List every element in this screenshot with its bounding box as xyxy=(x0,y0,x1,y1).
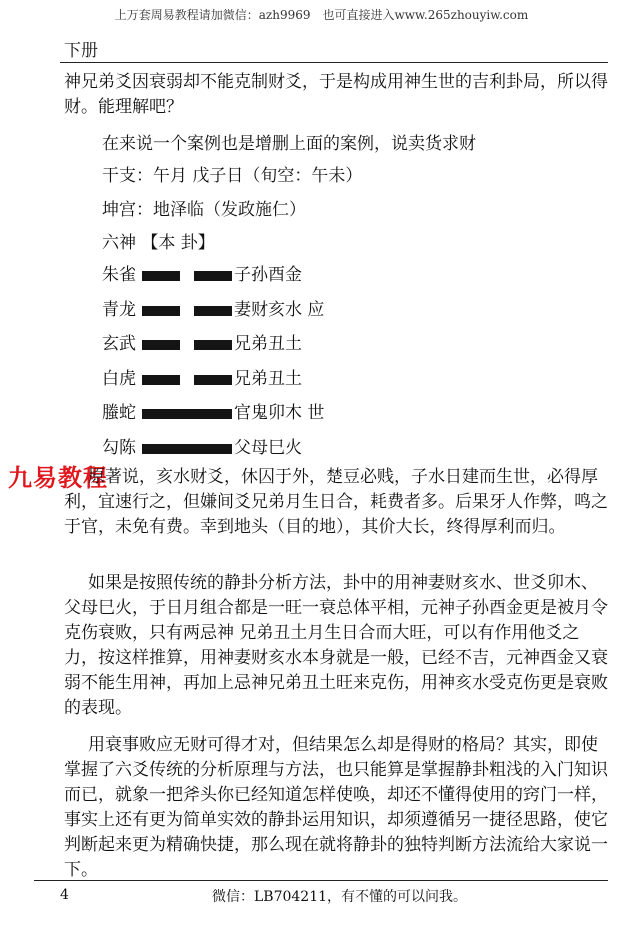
yin-line-bar-left xyxy=(142,375,180,385)
paragraph-conclusion: 用衰事败应无财可得才对，但结果怎么却是得财的格局？其实，即使掌握了六爻传统的分析原理与方法，也只能算是掌握静卦粗浅的入门知识而已，就象一把斧头你已经知道怎样使唤，却还不懂得使用的窍门一样，事实上还有更为简单实效的静卦运用知识，却须遵循另一捷径思路，使它判断起来更为精确快捷，那么现在就将静卦的独特判断方法流给大家说一下。 xyxy=(64,735,608,880)
six-spirit-label: 勾陈 xyxy=(102,438,136,458)
paragraph-original-commentary: 原著说，亥水财爻，休囚于外，楚豆必贱，子水日建而生世，必得厚利，宜速行之，但嫌间爻兄弟月生日合，耗费者多。后果牙人作弊，鸣之于官，未免有费。幸到地头（目的地），其价大长，终得厚利而归。 xyxy=(64,467,608,537)
yang-line-bar xyxy=(142,409,232,419)
yin-line-bar-left xyxy=(142,340,180,350)
footer-note: 微信：LB704211，有不懂的可以问我。 xyxy=(212,889,468,905)
paragraph-traditional-analysis: 如果是按照传统的静卦分析方法，卦中的用神妻财亥水、世爻卯木、父母巳火，于日月组合都是一旺一衰总体平相，元神子孙酉金更是被月令克伤衰败，只有两忌神 兄弟丑土月生日合而大旺，可以有作用他爻之力，按这样推算，用神妻财亥水本身就是一般，已经不吉，元神酉金又衰弱不能生用神，再加上忌神兄弟丑土旺来克伤，用神亥水受克伤更是衰败的表现。 xyxy=(64,573,608,718)
footer-divider xyxy=(34,880,608,881)
yin-line-bar-left xyxy=(142,271,180,281)
six-spirit-label: 白虎 xyxy=(102,368,136,389)
yin-line-bar-right xyxy=(194,306,232,316)
yin-line-bar-right xyxy=(194,340,232,350)
line-relation-text: 兄弟丑土 xyxy=(234,368,302,389)
ganzhi-line: 干支：午月 戊子日（旬空：午未） xyxy=(102,166,363,186)
line-relation-text: 妻财亥水 应 xyxy=(234,299,325,320)
six-spirit-label: 玄武 xyxy=(102,334,136,355)
line-relation-text: 子孙酉金 xyxy=(234,265,302,285)
yang-line-bar xyxy=(142,444,232,454)
header-promo-text: 上万套周易教程请加微信：azh9969 也可直接进入www.265zhouyiw.com xyxy=(114,8,529,22)
intro-paragraph: 神兄弟爻因衰弱却不能克制财爻，于是构成用神生世的吉利卦局，所以得财。能理解吧？ xyxy=(64,72,608,117)
six-spirits-header: 六神 【本 卦】 xyxy=(102,233,215,253)
case-intro: 在来说一个案例也是增删上面的案例，说卖货求财 xyxy=(102,134,476,154)
six-spirit-label: 螣蛇 xyxy=(102,403,136,424)
line-relation-text: 父母巳火 xyxy=(234,438,302,458)
watermark-logo: 九易教程 xyxy=(8,464,108,492)
six-spirit-label: 朱雀 xyxy=(102,265,136,285)
line-relation-text: 兄弟丑土 xyxy=(234,334,302,355)
yin-line-bar-right xyxy=(194,375,232,385)
page-number: 4 xyxy=(60,887,69,903)
palace-line: 坤宫：地泽临（发政施仁） xyxy=(102,200,306,220)
yin-line-bar-right xyxy=(194,271,232,281)
yin-line-bar-left xyxy=(142,306,180,316)
six-spirit-label: 青龙 xyxy=(102,299,136,320)
header-divider xyxy=(60,62,608,63)
section-title: 下册 xyxy=(64,41,98,61)
line-relation-text: 官鬼卯木 世 xyxy=(234,403,325,424)
